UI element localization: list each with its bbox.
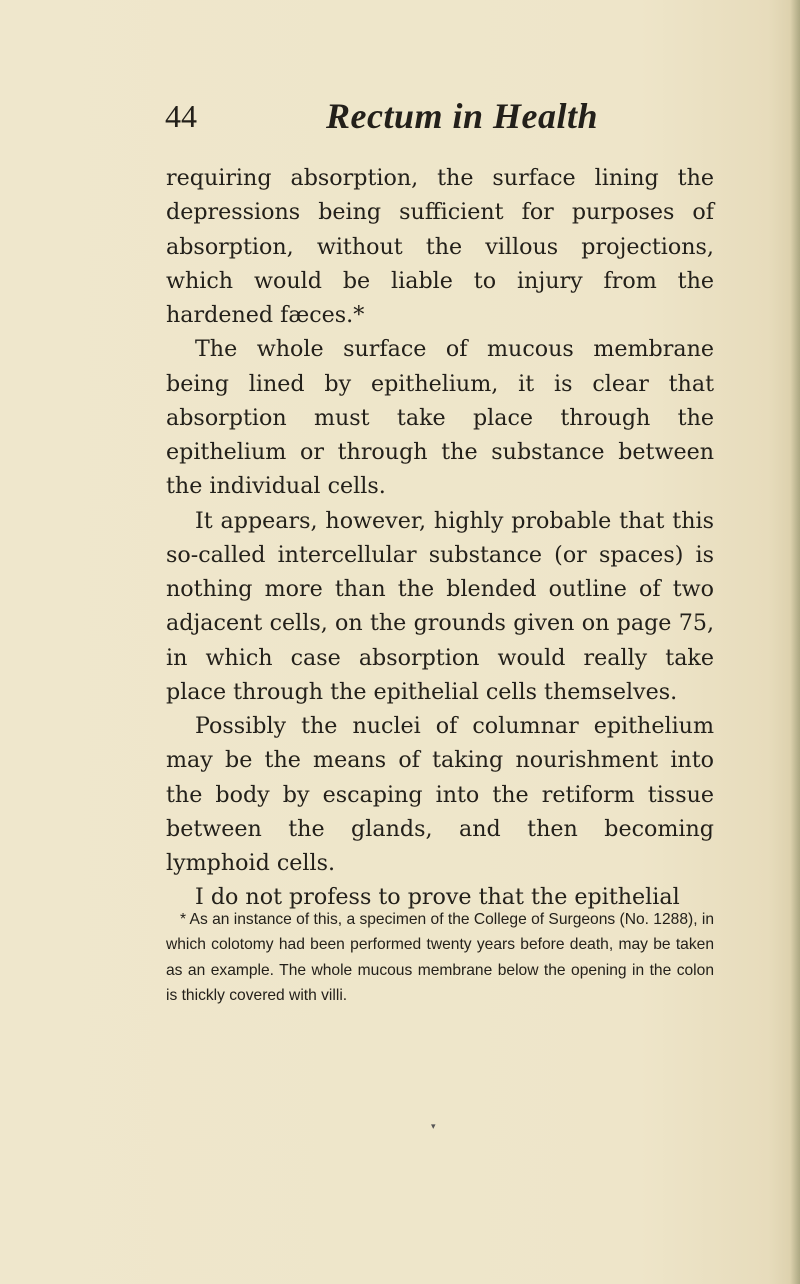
footnote: * As an instance of this, a specimen of the College of Surgeons (No. 1288), in which colotomy had been performed twenty years before death, may be taken as an example. The whole mucous membrane below the opening in the colon is thickly covered with villi. bbox=[166, 911, 714, 1005]
paragraph-profess: I do not profess to prove that the epithelial bbox=[195, 884, 680, 911]
bottom-mark: ▾ bbox=[431, 1122, 436, 1132]
page-number: 44 bbox=[165, 98, 197, 134]
page-title: Rectum in Health bbox=[326, 96, 599, 136]
body-text bbox=[166, 161, 714, 915]
footnotes bbox=[166, 907, 714, 1009]
page-edge bbox=[790, 0, 800, 1284]
paragraph-continuation: requiring absorption, the surface lining the depressions being sufficient for purposes of absorption, without the villous projections, which would be liable to injury from the hardened fæces.* bbox=[166, 165, 714, 328]
paragraph-epithelium-lining: The whole surface of mucous membrane being lined by epithelium, it is clear that absorption must take place through the epithelium or through the substance between the individual cells. bbox=[166, 336, 714, 500]
paragraph-intercellular-substance: It appears, however, highly probable that this so-called intercellular substance (or spaces) is nothing more than the blended outline of two adjacent cells, on the grounds given on page 75, in which case absorption would really take place through the epithelial cells themselves. bbox=[166, 507, 714, 705]
paragraph-nuclei: Possibly the nuclei of columnar epithelium may be the means of taking nourishment into the body by escaping into the retiform tissue between the glands, and then becoming lymphoid cells. bbox=[166, 713, 714, 876]
running-head bbox=[0, 96, 800, 146]
